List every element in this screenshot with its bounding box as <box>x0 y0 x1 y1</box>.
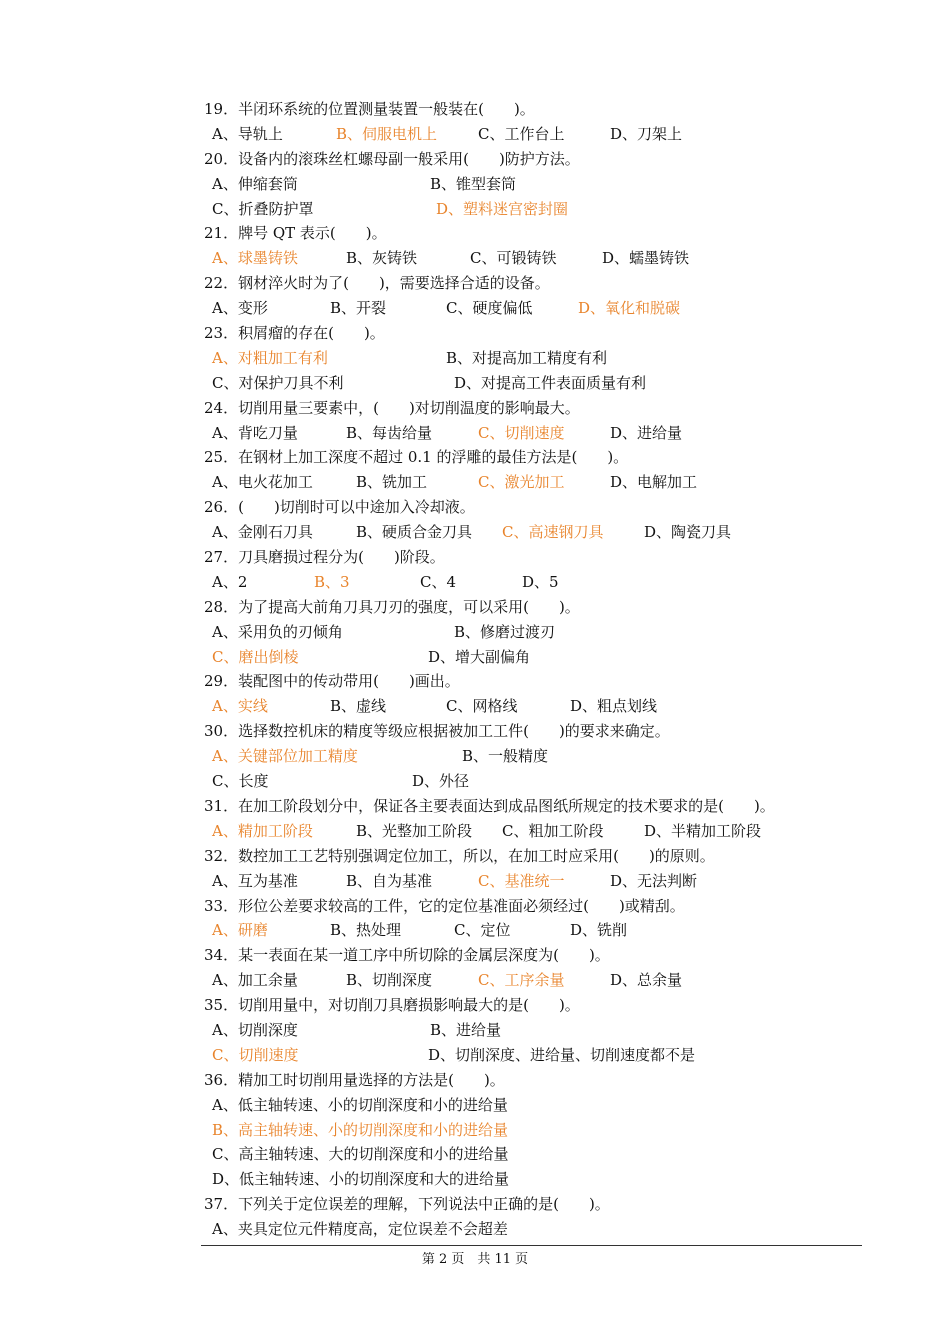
option-row <box>204 744 864 769</box>
option: B、光整加工阶段 <box>356 821 473 840</box>
option: C、粗加工阶段 <box>502 821 604 840</box>
answer-option: C、工序余量 <box>478 971 565 990</box>
option: D、切削深度、进给量、切削速度都不是 <box>428 1045 696 1064</box>
option-row <box>204 1093 864 1118</box>
answer-option: C、磨出倒棱 <box>212 647 299 666</box>
option: C、对保护刀具不利 <box>212 373 344 392</box>
question-text: 31．在加工阶段划分中，保证各主要表面达到成品图纸所规定的技术要求的是( )。 <box>204 796 775 815</box>
option-row <box>204 1142 864 1167</box>
answer-option: D、塑料迷宫密封圈 <box>436 199 569 218</box>
option: B、铣加工 <box>356 473 428 492</box>
option: A、金刚石刀具 <box>212 523 313 542</box>
question-text: 36．精加工时切削用量选择的方法是( )。 <box>204 1070 505 1089</box>
answer-option: C、切削速度 <box>212 1045 299 1064</box>
option-row <box>204 620 864 645</box>
answer-option: C、切削速度 <box>478 423 565 442</box>
option-row <box>204 1018 864 1043</box>
option: A、加工余量 <box>212 971 298 990</box>
option: D、铣削 <box>570 921 628 940</box>
question-text: 20．设备内的滚珠丝杠螺母副一般采用( )防护方法。 <box>204 149 580 168</box>
option: D、低主轴转速、小的切削深度和大的进给量 <box>212 1170 510 1189</box>
option: A、伸缩套筒 <box>212 174 298 193</box>
question-text: 27．刀具磨损过程分为( )阶段。 <box>204 548 445 567</box>
option: A、低主轴转速、小的切削深度和小的进给量 <box>212 1095 508 1114</box>
answer-option: A、关键部位加工精度 <box>212 747 358 766</box>
question-text: 32．数控加工工艺特别强调定位加工，所以，在加工时应采用( )的原则。 <box>204 846 715 865</box>
option: C、可锻铸铁 <box>470 249 557 268</box>
option: D、外径 <box>412 772 470 791</box>
option: A、夹具定位元件精度高，定位误差不会超差 <box>212 1220 508 1239</box>
option-row <box>204 1118 864 1143</box>
answer-option: B、高主轴转速、小的切削深度和小的进给量 <box>212 1120 509 1139</box>
option-row <box>204 197 864 222</box>
option: B、开裂 <box>330 299 387 318</box>
answer-option: A、对粗加工有利 <box>212 348 328 367</box>
option: D、蠕墨铸铁 <box>602 249 690 268</box>
footer-divider <box>201 1245 862 1246</box>
option: D、总余量 <box>610 971 683 990</box>
answer-option: C、高速钢刀具 <box>502 523 604 542</box>
option-row <box>204 570 864 595</box>
option: D、进给量 <box>610 423 683 442</box>
option: C、4 <box>420 572 457 591</box>
option: C、高主轴转速、大的切削深度和小的进给量 <box>212 1145 509 1164</box>
option-row <box>204 246 864 271</box>
option: B、热处理 <box>330 921 402 940</box>
option: D、无法判断 <box>610 871 698 890</box>
option: C、工作台上 <box>478 124 565 143</box>
option: D、5 <box>522 572 559 591</box>
option: B、锥型套筒 <box>430 174 517 193</box>
question-text: 28．为了提高大前角刀具刀刃的强度，可以采用( )。 <box>204 597 580 616</box>
option: A、背吃刀量 <box>212 423 298 442</box>
question-text: 30．选择数控机床的精度等级应根据被加工工件( )的要求来确定。 <box>204 722 670 741</box>
option: C、网格线 <box>446 697 518 716</box>
option-row <box>204 520 864 545</box>
option: C、定位 <box>454 921 511 940</box>
option: D、电解加工 <box>610 473 698 492</box>
question-text: 25．在钢材上加工深度不超过 0.1 的浮雕的最佳方法是( )。 <box>204 448 629 467</box>
option: B、对提高加工精度有利 <box>446 348 608 367</box>
answer-option: A、实线 <box>212 697 268 716</box>
option: B、切削深度 <box>346 971 433 990</box>
option: D、增大副偏角 <box>428 647 531 666</box>
option: B、修磨过渡刃 <box>454 622 556 641</box>
option-row <box>204 968 864 993</box>
question-text: 37．下列关于定位误差的理解，下列说法中正确的是( )。 <box>204 1195 610 1214</box>
option: A、导轨上 <box>212 124 283 143</box>
option-row <box>204 819 864 844</box>
option: D、陶瓷刀具 <box>644 523 732 542</box>
option: A、采用负的刃倾角 <box>212 622 343 641</box>
question-text: 33．形位公差要求较高的工件，它的定位基准面必须经过( )或精刮。 <box>204 896 685 915</box>
question-text: 23．积屑瘤的存在( )。 <box>204 324 385 343</box>
answer-option: C、激光加工 <box>478 473 565 492</box>
option-row <box>204 371 864 396</box>
question-text: 24．切削用量三要素中，( )对切削温度的影响最大。 <box>204 398 580 417</box>
option: B、虚线 <box>330 697 387 716</box>
option-row <box>204 470 864 495</box>
answer-option: A、研磨 <box>212 921 268 940</box>
option: B、硬质合金刀具 <box>356 523 473 542</box>
option-row <box>204 1043 864 1068</box>
option: A、互为基准 <box>212 871 298 890</box>
option-row <box>204 172 864 197</box>
question-text: 26．( )切削时可以中途加入冷却液。 <box>204 498 475 517</box>
option: D、半精加工阶段 <box>644 821 762 840</box>
option-row <box>204 346 864 371</box>
answer-option: A、球墨铸铁 <box>212 249 298 268</box>
option-row <box>204 1167 864 1192</box>
option: B、自为基准 <box>346 871 433 890</box>
option-row <box>204 645 864 670</box>
answer-option: C、基准统一 <box>478 871 565 890</box>
option-row <box>204 918 864 943</box>
option: C、硬度偏低 <box>446 299 533 318</box>
option-row <box>204 421 864 446</box>
answer-option: A、精加工阶段 <box>212 821 313 840</box>
option-row <box>204 869 864 894</box>
option: C、长度 <box>212 772 269 791</box>
question-list <box>204 97 864 1242</box>
option-row <box>204 1217 864 1242</box>
page-footer: 第 2 页 共 11 页 <box>421 1252 529 1267</box>
option: D、刀架上 <box>610 124 683 143</box>
option: A、2 <box>212 572 248 591</box>
question-text: 21．牌号 QT 表示( )。 <box>204 224 387 243</box>
answer-option: D、氧化和脱碳 <box>578 299 681 318</box>
option: A、变形 <box>212 299 268 318</box>
question-text: 35．切削用量中，对切削刀具磨损影响最大的是( )。 <box>204 996 580 1015</box>
option: C、折叠防护罩 <box>212 199 314 218</box>
question-text: 22．钢材淬火时为了( )，需要选择合适的设备。 <box>204 274 550 293</box>
option: D、对提高工件表面质量有利 <box>454 373 647 392</box>
option-row <box>204 296 864 321</box>
option: B、灰铸铁 <box>346 249 418 268</box>
question-text: 34．某一表面在某一道工序中所切除的金属层深度为( )。 <box>204 946 610 965</box>
option: B、每齿给量 <box>346 423 433 442</box>
option-row <box>204 769 864 794</box>
option: D、粗点划线 <box>570 697 658 716</box>
question-text: 29．装配图中的传动带用( )画出。 <box>204 672 460 691</box>
option: A、切削深度 <box>212 1020 298 1039</box>
answer-option: B、伺服电机上 <box>336 124 438 143</box>
option-row <box>204 694 864 719</box>
question-text: 19．半闭环系统的位置测量装置一般装在( )。 <box>204 100 535 118</box>
answer-option: B、3 <box>314 572 350 591</box>
option: A、电火花加工 <box>212 473 313 492</box>
option-row <box>204 122 864 147</box>
option: B、一般精度 <box>462 747 549 766</box>
option: B、进给量 <box>430 1020 502 1039</box>
